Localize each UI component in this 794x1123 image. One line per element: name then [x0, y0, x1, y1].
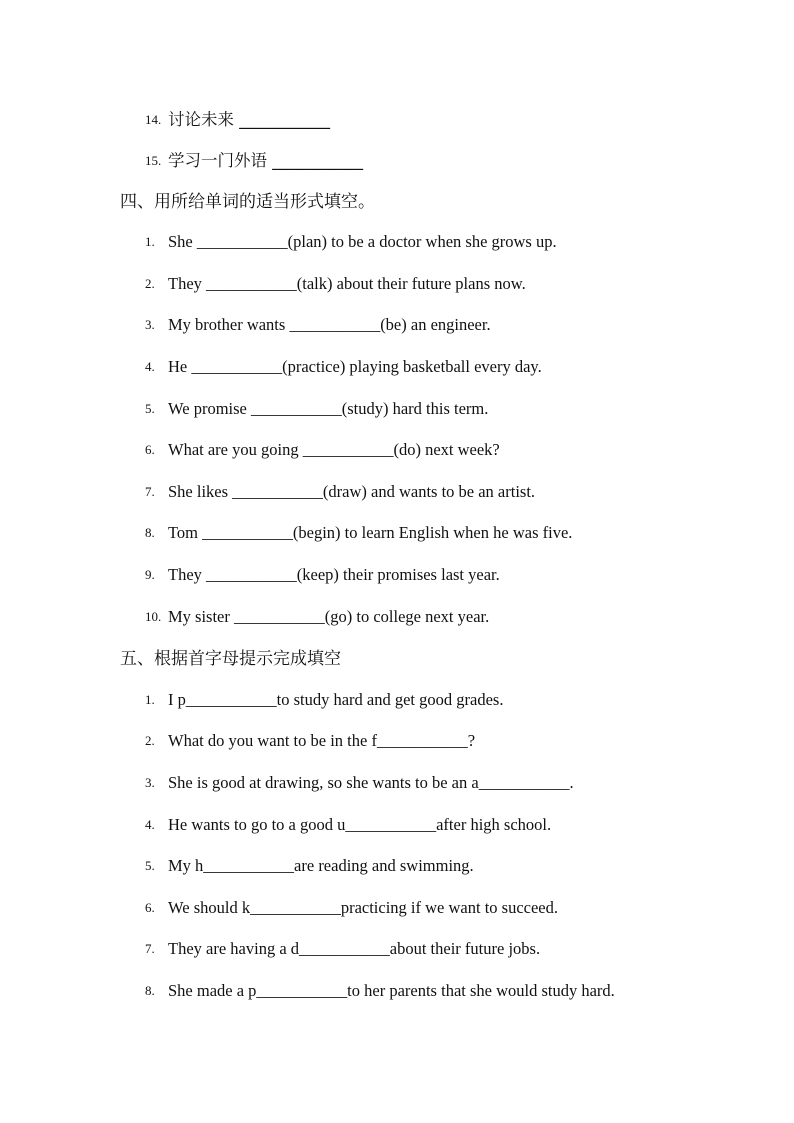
item-number: 15.: [145, 153, 162, 168]
item-number: 14.: [145, 112, 162, 127]
item-number: 8.: [145, 525, 155, 540]
item-number: 3.: [145, 317, 155, 332]
item-text: He ___________(practice) playing basketball every day.: [168, 357, 542, 376]
item-text: My brother wants ___________(be) an engineer.: [168, 315, 491, 334]
item-number: 6.: [145, 442, 155, 457]
item-text: 讨论未来 ___________: [168, 110, 330, 129]
item-text: What are you going ___________(do) next week?: [168, 440, 500, 459]
item-number: 2.: [145, 276, 155, 291]
item-number: 2.: [145, 733, 155, 748]
item-number: 9.: [145, 567, 155, 582]
item-number: 7.: [145, 484, 155, 499]
item-text: He wants to go to a good u___________after high school.: [168, 815, 552, 834]
item-text: They ___________(talk) about their future plans now.: [168, 274, 526, 293]
item-number: 1.: [145, 234, 155, 249]
item-text: Tom ___________(begin) to learn English when he was five.: [168, 523, 573, 542]
item-text: They are having a d___________about their future jobs.: [168, 939, 541, 958]
item-text: She ___________(plan) to be a doctor when she grows up.: [168, 232, 557, 251]
item-number: 1.: [145, 692, 155, 707]
item-number: 4.: [145, 817, 155, 832]
item-number: 4.: [145, 359, 155, 374]
item-text: She likes ___________(draw) and wants to be an artist.: [168, 482, 536, 501]
item-text: We should k___________practicing if we want to succeed.: [168, 898, 558, 917]
item-text: My sister ___________(go) to college next year.: [168, 607, 490, 626]
item-number: 5.: [145, 858, 155, 873]
item-number: 5.: [145, 401, 155, 416]
item-text: 学习一门外语 ___________: [168, 151, 363, 170]
item-text: We promise ___________(study) hard this term.: [168, 399, 489, 418]
item-number: 10.: [145, 609, 162, 624]
item-number: 8.: [145, 983, 155, 998]
item-text: She made a p___________to her parents that she would study hard.: [168, 981, 615, 1000]
item-text: They ___________(keep) their promises last year.: [168, 565, 500, 584]
item-text: She is good at drawing, so she wants to be an a___________.: [168, 773, 574, 792]
item-number: 7.: [145, 941, 155, 956]
item-text: My h___________are reading and swimming.: [168, 856, 474, 875]
item-text: I p___________to study hard and get good grades.: [168, 690, 504, 709]
item-text: What do you want to be in the f___________?: [168, 731, 476, 750]
section-5-heading: 五、根据首字母提示完成填空: [120, 649, 341, 669]
section-4-heading: 四、用所给单词的适当形式填空。: [120, 192, 375, 212]
item-number: 3.: [145, 775, 155, 790]
item-number: 6.: [145, 900, 155, 915]
